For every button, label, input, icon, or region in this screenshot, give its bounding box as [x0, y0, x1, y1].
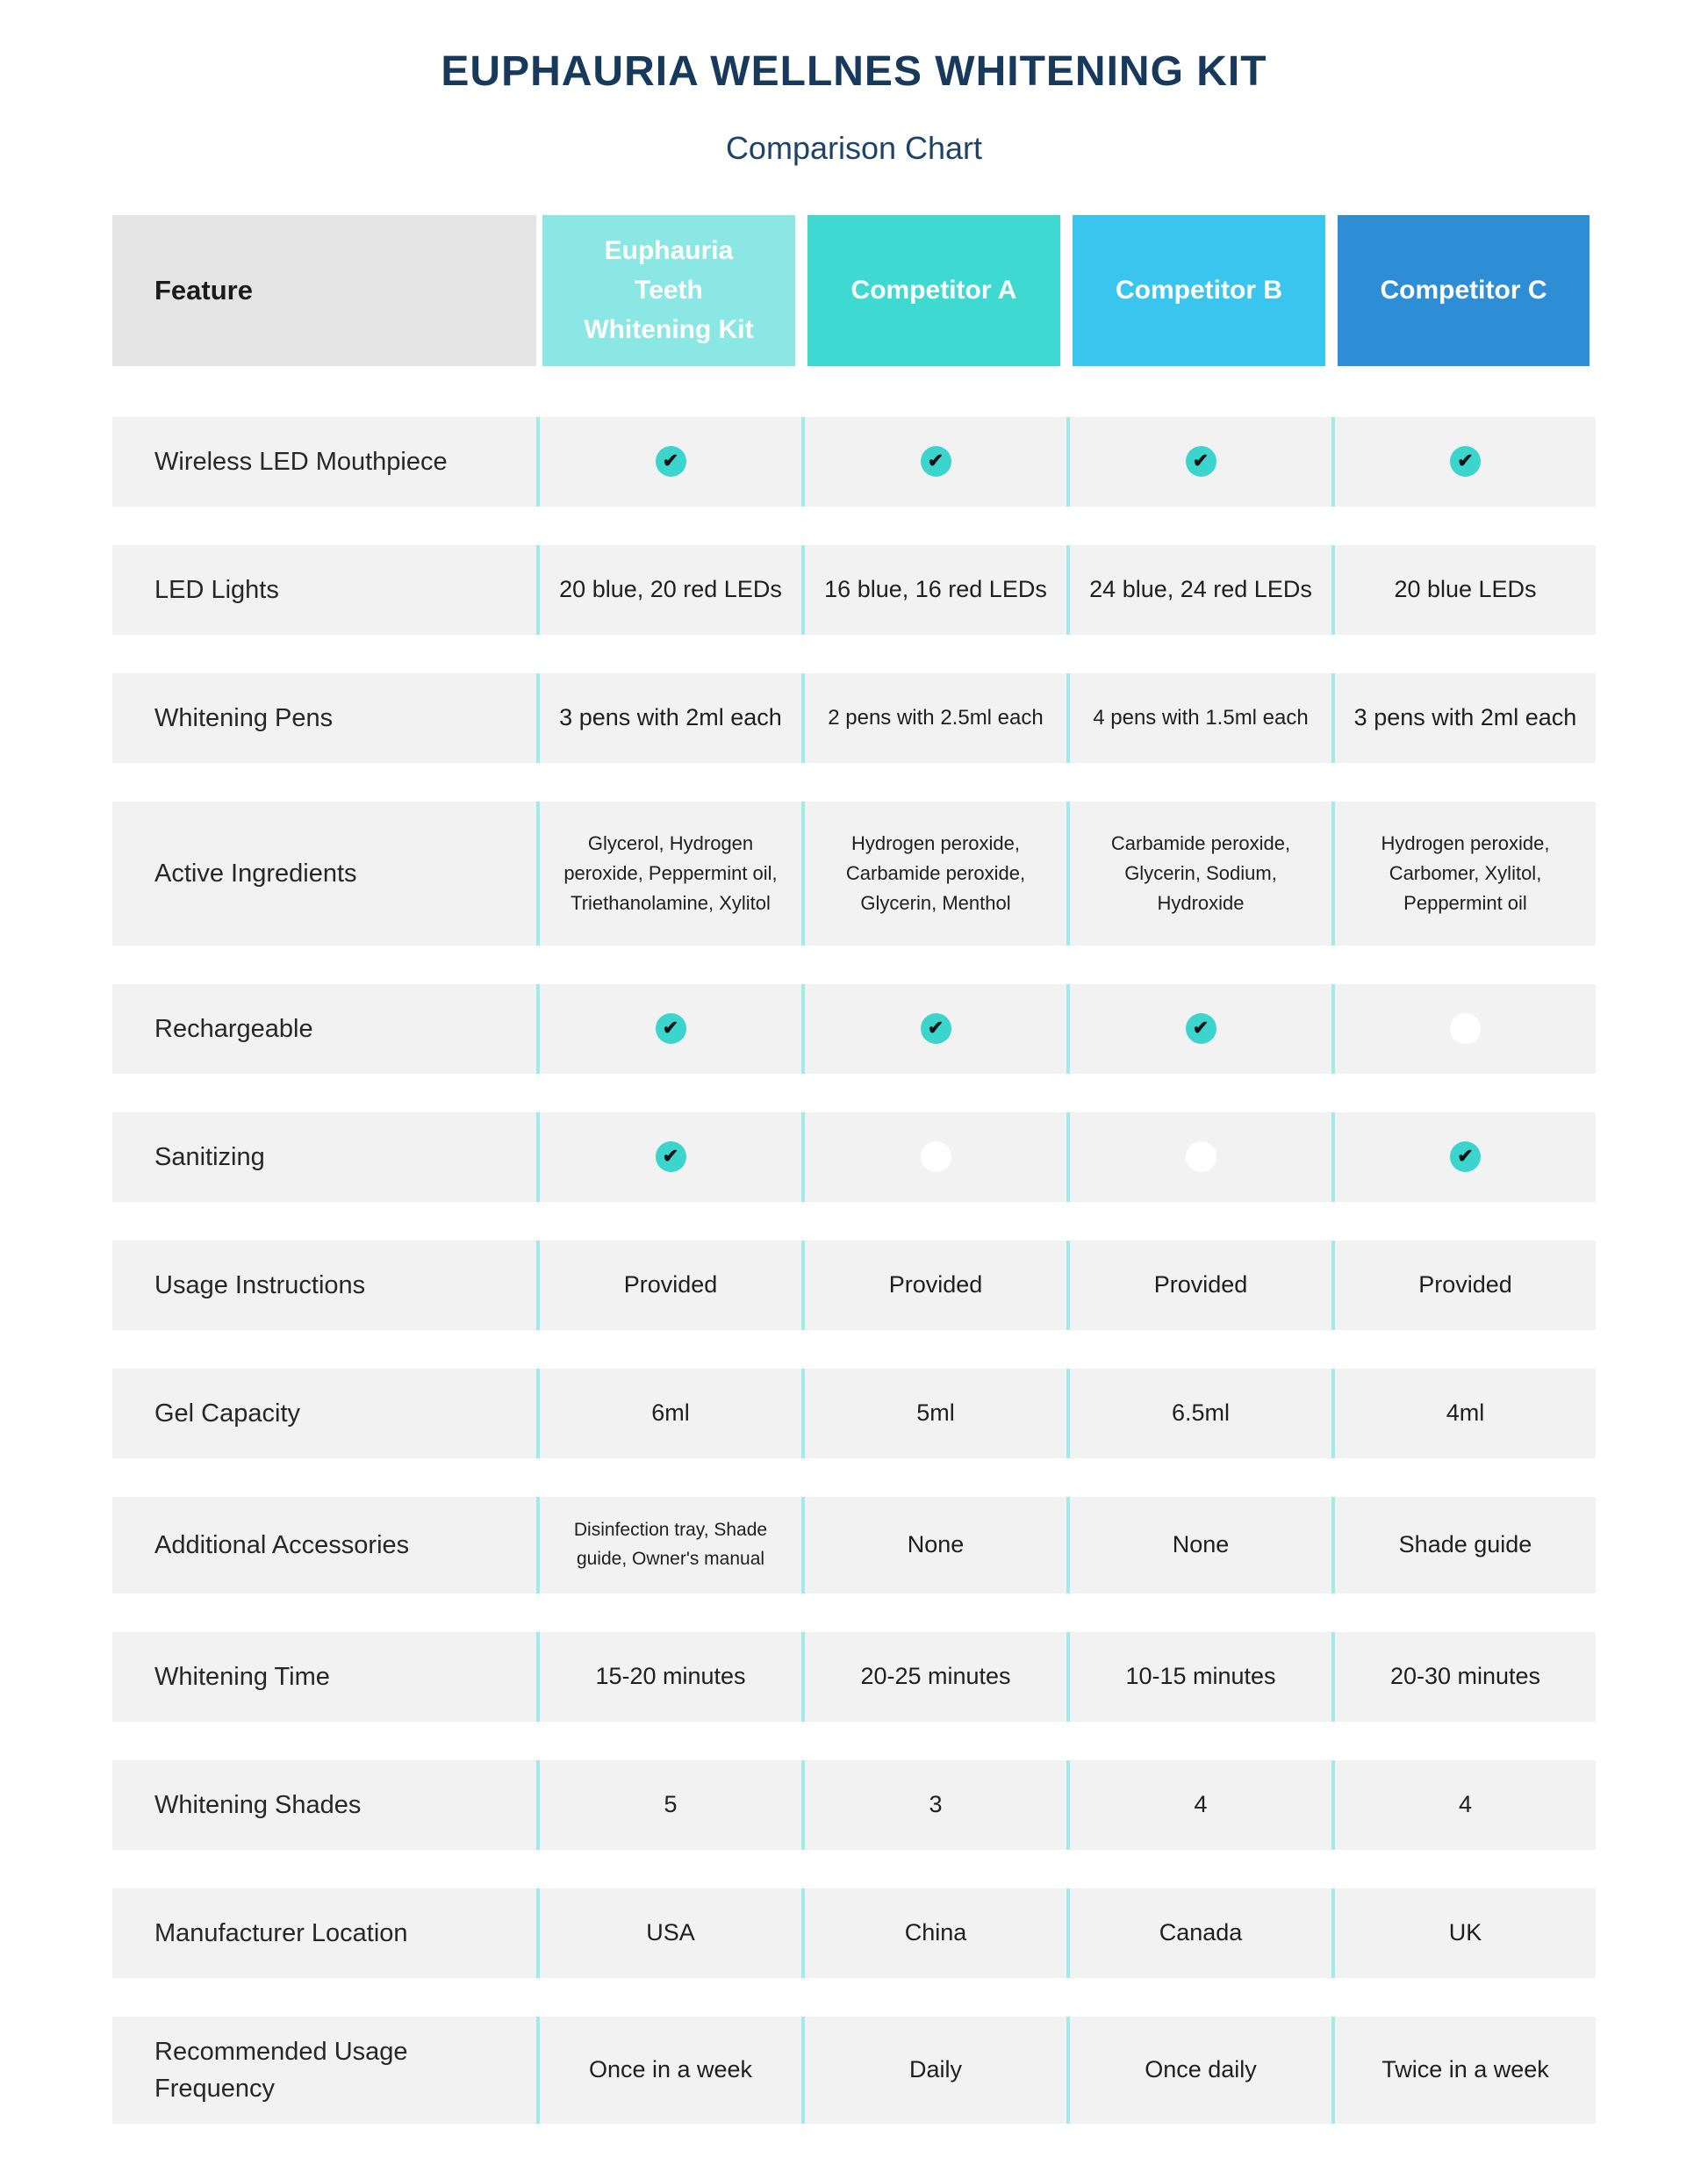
- value-cell: Provided: [1331, 1241, 1596, 1330]
- feature-label: Recommended Usage Frequency: [154, 2037, 408, 2103]
- table-row-recommended-usage-frequency: [112, 2017, 1596, 2124]
- feature-label: LED Lights: [154, 575, 279, 604]
- value-cell: [536, 984, 801, 1074]
- column-header-label: Competitor B: [1116, 276, 1282, 306]
- check-glyph: ✔: [662, 1016, 679, 1039]
- value-cell: 3: [801, 1760, 1066, 1850]
- value-cell: [1066, 984, 1331, 1074]
- column-header-label: Euphauria Teeth Whitening Kit: [584, 236, 754, 345]
- value-cell: Daily: [801, 2017, 1066, 2124]
- page-subtitle: Comparison Chart: [725, 129, 983, 166]
- check-glyph: ✔: [1192, 1016, 1209, 1039]
- check-glyph: ✔: [1457, 449, 1474, 471]
- table-row-sanitizing: [112, 1112, 1596, 1202]
- check-glyph: ✔: [927, 449, 944, 471]
- feature-label: Whitening Pens: [154, 703, 334, 732]
- table-row-gel-capacity: [112, 1369, 1596, 1458]
- value-cell: 20-30 minutes: [1331, 1632, 1596, 1722]
- value-cell: [801, 417, 1066, 507]
- table-row-whitening-pens: [112, 673, 1596, 763]
- table-row-manufacturer-location: [112, 1888, 1596, 1978]
- value-cell: Once daily: [1066, 2017, 1331, 2124]
- value-cell: 4ml: [1331, 1369, 1596, 1458]
- feature-label: Whitening Shades: [154, 1790, 362, 1819]
- column-header-competitor-a: [807, 215, 1060, 366]
- column-header-competitor-c: [1338, 215, 1590, 366]
- table-row-additional-accessories: [112, 1497, 1596, 1593]
- value-cell: [1331, 984, 1596, 1074]
- value-cell: 5: [536, 1760, 801, 1850]
- page-title: EUPHAURIA WELLNES WHITENING KIT: [441, 48, 1267, 95]
- value-cell: Provided: [1066, 1241, 1331, 1330]
- feature-label: Additional Accessories: [154, 1530, 410, 1559]
- check-icon: [1450, 1141, 1481, 1172]
- value-cell: 20 blue, 20 red LEDs: [536, 545, 801, 635]
- check-glyph: ✔: [662, 1144, 679, 1167]
- value-cell: China: [801, 1888, 1066, 1978]
- value-cell: [801, 984, 1066, 1074]
- feature-label: Active Ingredients: [154, 859, 357, 888]
- check-glyph: ✔: [662, 449, 679, 471]
- value-cell: 2 pens with 2.5ml each: [801, 673, 1066, 763]
- value-cell: Provided: [536, 1241, 801, 1330]
- check-glyph: ✔: [1192, 449, 1209, 471]
- check-icon: [921, 446, 951, 477]
- check-glyph: ✔: [927, 1016, 944, 1039]
- value-cell: 20-25 minutes: [801, 1632, 1066, 1722]
- value-cell: [1331, 417, 1596, 507]
- table-row-active-ingredients: [112, 802, 1596, 946]
- value-cell: Hydrogen peroxide, Carbamide peroxide, Glycerin, Menthol: [801, 802, 1066, 946]
- value-cell: Carbamide peroxide, Glycerin, Sodium, Hydroxide: [1066, 802, 1331, 946]
- empty-circle-icon: [1186, 1141, 1216, 1172]
- check-glyph: ✔: [1457, 1144, 1474, 1167]
- column-header-euphauria: [542, 215, 795, 366]
- value-cell: [1066, 417, 1331, 507]
- value-cell: 15-20 minutes: [536, 1632, 801, 1722]
- column-header-label: Competitor C: [1380, 276, 1547, 306]
- value-cell: 20 blue LEDs: [1331, 545, 1596, 635]
- check-icon: [1450, 446, 1481, 477]
- feature-label: Usage Instructions: [154, 1270, 366, 1299]
- table-header-row: [112, 215, 1596, 366]
- table-row-whitening-time: [112, 1632, 1596, 1722]
- value-cell: [536, 417, 801, 507]
- feature-label: Gel Capacity: [154, 1399, 301, 1428]
- value-cell: 4: [1331, 1760, 1596, 1850]
- check-icon: [656, 1141, 686, 1172]
- feature-label: Wireless LED Mouthpiece: [154, 447, 448, 476]
- value-cell: 10-15 minutes: [1066, 1632, 1331, 1722]
- empty-circle-icon: [921, 1141, 951, 1172]
- feature-label: Whitening Time: [154, 1662, 330, 1691]
- value-cell: Disinfection tray, Shade guide, Owner's manual: [536, 1497, 801, 1593]
- value-cell: [801, 1112, 1066, 1202]
- table-row-wireless-led-mouthpiece: [112, 417, 1596, 507]
- value-cell: 16 blue, 16 red LEDs: [801, 545, 1066, 635]
- check-icon: [921, 1013, 951, 1044]
- value-cell: Once in a week: [536, 2017, 801, 2124]
- table-row-rechargeable: [112, 984, 1596, 1074]
- value-cell: Twice in a week: [1331, 2017, 1596, 2124]
- value-cell: Hydrogen peroxide, Carbomer, Xylitol, Peppermint oil: [1331, 802, 1596, 946]
- value-cell: 5ml: [801, 1369, 1066, 1458]
- check-icon: [656, 1013, 686, 1044]
- check-icon: [1186, 446, 1216, 477]
- feature-label: Sanitizing: [154, 1142, 265, 1171]
- value-cell: [1066, 1112, 1331, 1202]
- value-cell: None: [801, 1497, 1066, 1593]
- value-cell: 4 pens with 1.5ml each: [1066, 673, 1331, 763]
- value-cell: Glycerol, Hydrogen peroxide, Peppermint oil, Triethanolamine, Xylitol: [536, 802, 801, 946]
- value-cell: [536, 1112, 801, 1202]
- value-cell: Provided: [801, 1241, 1066, 1330]
- empty-circle-icon: [1450, 1013, 1481, 1044]
- comparison-table: [112, 215, 1596, 2124]
- feature-label: Rechargeable: [154, 1014, 313, 1043]
- value-cell: 3 pens with 2ml each: [1331, 673, 1596, 763]
- value-cell: [1331, 1112, 1596, 1202]
- feature-label: Manufacturer Location: [154, 1918, 408, 1947]
- value-cell: 6ml: [536, 1369, 801, 1458]
- table-row-led-lights: [112, 545, 1596, 635]
- table-row-whitening-shades: [112, 1760, 1596, 1850]
- column-header-competitor-b: [1073, 215, 1325, 366]
- value-cell: UK: [1331, 1888, 1596, 1978]
- check-icon: [656, 446, 686, 477]
- value-cell: Shade guide: [1331, 1497, 1596, 1593]
- value-cell: 3 pens with 2ml each: [536, 673, 801, 763]
- feature-column-header: Feature: [112, 215, 536, 366]
- value-cell: None: [1066, 1497, 1331, 1593]
- check-icon: [1186, 1013, 1216, 1044]
- value-cell: 6.5ml: [1066, 1369, 1331, 1458]
- value-cell: 24 blue, 24 red LEDs: [1066, 545, 1331, 635]
- column-header-label: Competitor A: [850, 276, 1017, 306]
- value-cell: USA: [536, 1888, 801, 1978]
- value-cell: Canada: [1066, 1888, 1331, 1978]
- table-row-usage-instructions: [112, 1241, 1596, 1330]
- value-cell: 4: [1066, 1760, 1331, 1850]
